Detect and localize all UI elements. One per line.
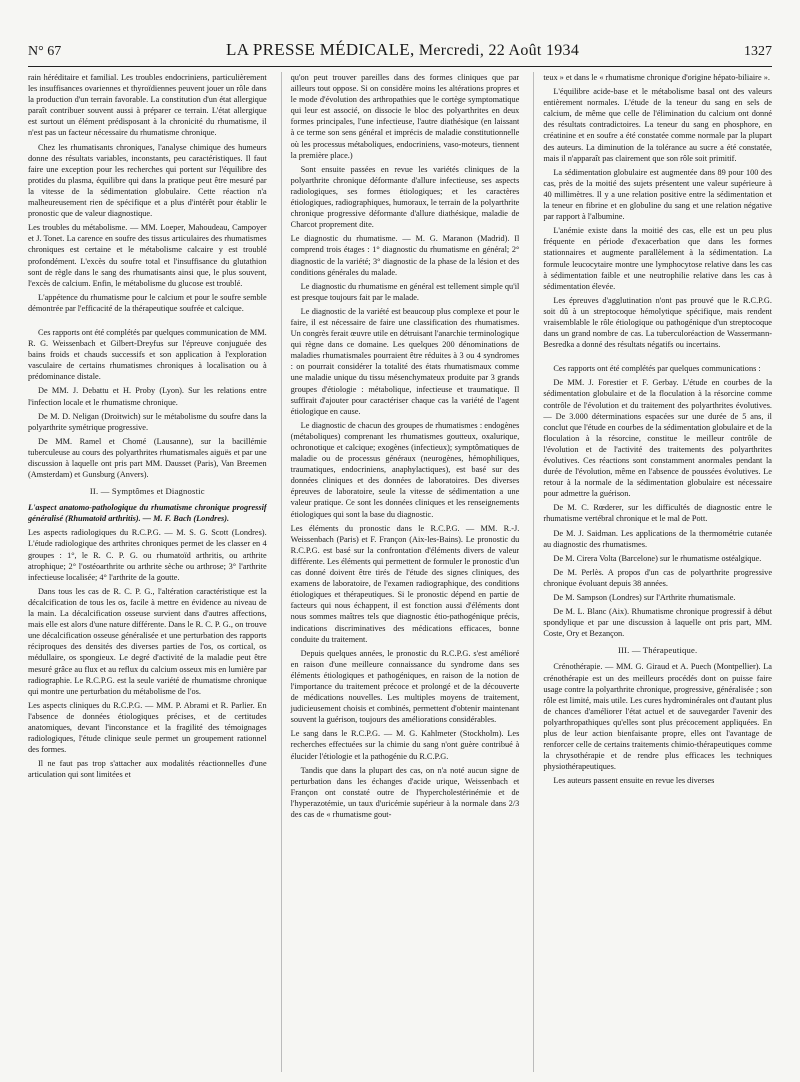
paragraph: L'appétence du rhumatisme pour le calcium et pour le soufre semble démontrée par l'efficacité de la thérapeutique soufrée et calcique. <box>28 292 267 313</box>
masthead-center <box>226 40 579 60</box>
paragraph: Le diagnostic de chacun des groupes de rhumatismes : endogènes (métaboliques) comprenant les rhumatismes goutteux, oxalurique, ochronotique et calcique; exogènes (infectieux); symptômatiques de maladie ou de processus généraux (neurogènes, hémophiliques, traumatiques, endocriniens, anaphylactiques), est basé sur des données cliniques et des données de laboratoires. Des diverses épreuves de laboratoire, seule la vitesse de sédimentation a une valeur pratique. Ce sont les données cliniques et les renseignements étiologiques qui sont la base du diagnostic. <box>290 420 520 519</box>
paragraph: L'anémie existe dans la moitié des cas, elle est un peu plus fréquente en période d'exacerbation que dans les formes stationnaires et augmente parallèlement à la sédimentation. La formule leucocytaire montre une lymphocytose relative dans les cas à sédimentation faible et une neutrophilie relative dans les cas à sédimentation élevée. <box>543 226 772 291</box>
paragraph: Sont ensuite passées en revue les variétés cliniques de la polyarthrite chronique déformante d'allure infectieuse, ses aspects radiologiques, ses formes étiologiques; et les caractères étiologiques, radiographiques, humoraux, le terrain de la polyarthrite chronique progressive déformante d'allure diathésique, maladie de Charcot proprement dite. <box>290 164 520 230</box>
paragraph: Le sang dans le R.C.P.G. — M. G. Kahlmeter (Stockholm). Les recherches effectuées sur la chimie du sang n'ont guère contribué à élucider l'étiologie et la pathogénie du R.C.P.G. <box>290 729 520 761</box>
paragraph: De M. Cirera Volta (Barcelone) sur le rhumatisme ostéalgique. <box>553 553 762 563</box>
paragraph: De MM. J. Forestier et F. Gerbay. L'étude en courbes de la sédimentation globulaire et de la floculation à la résorcine comme contrôle de l'évolution et du traitement des polyarthrites évolutives. — De 3.000 déterminations espacées sur une durée de 5 ans, il conclut que l'étude en courbes de la sédimentation globulaire et de la floculation à la résorcine, constitue le meilleur contrôle de l'évolution et de l'activité des traitements des polyarthrites évolutives. Ces réactions sont constamment anormales pendant la durée de l'évolution, même en l'absence de poussées évolutives. Le retour à la normale de la sédimentation globulaire est nécessaire pour admettre la guérison. <box>543 378 772 499</box>
paragraph: qu'on peut trouver pareilles dans des formes cliniques que par ailleurs tout oppose. Si on considère moins les altérations propres et le mode d'évolution des arthropathies que le cortège symptomatique qui leur est associé, on dissocie le bloc des polyarthrites en deux formes principales, l'une infectieuse, l'autre diathésique (en laissant à ce terme son sens général et imprécis de maladie constitutionnelle où les processus métaboliques, endocriniens, vaso-moteurs, tiennent la première place.) <box>290 73 520 160</box>
paragraph: rain héréditaire et familial. Les troubles endocriniens, particulièrement les insuffisances ovariennes et thyroïdiennes peuvent jouer un rôle dans la production d'un terrain favorable. La constitution d'un état allergique paraît contribuer souvent aussi à préparer ce terrain. L'état allergique est surtout un élément prédisposant à la chronicité du rhumatisme, il n'est pas un facteur nécessaire du rhumatisme chronique. <box>28 73 267 138</box>
section-heading: II. — Symptômes et Diagnostic <box>89 486 205 497</box>
paragraph: Les épreuves d'agglutination n'ont pas prouvé que le R.C.P.G. soit dû à un streptocoque hémolytique spécifique, mais rendent vraisemblable le rôle étiologique ou pathogénique d'un streptocoque dans un grand nombre de cas. La tuberculoréaction de Wassermann-Besredka a donné des résultats négatifs ou incertains. <box>543 295 772 350</box>
section-heading: III. — Thérapeutique. <box>617 645 698 656</box>
issue-number: N° 67 <box>28 44 62 59</box>
paragraph: De M. Perlès. A propos d'un cas de polyarthrite progressive chronique évoluant depuis 38 années. <box>543 567 772 588</box>
paragraph: Le diagnostic du rhumatisme. — M. G. Maranon (Madrid). Il comprend trois étages : 1° diagnostic du rhumatisme en général; 2° diagnostic de la variété; 3° diagnostic de la phase de la lésion et des conditions générales du malade. <box>290 234 520 277</box>
paragraph: De M. J. Saidman. Les applications de la thermométrie cutanée au diagnostic des rhumatismes. <box>543 528 772 549</box>
paragraph: De M. C. Rœderer, sur les difficultés de diagnostic entre le rhumatisme vertébral chronique et le mal de Pott. <box>543 503 772 524</box>
paragraph: Le diagnostic du rhumatisme en général est tellement simple qu'il est presque toujours fait par le malade. <box>290 281 520 302</box>
paragraph: De M. Sampson (Londres) sur l'Arthrite rhumatismale. <box>553 593 736 603</box>
column-3 <box>533 72 772 1072</box>
column-1 <box>28 72 267 1072</box>
paragraph: Les aspects radiologiques du R.C.P.G. — M. S. G. Scott (Londres). L'étude radiologique des arthrites chroniques permet de les classer en 4 groupes : 1°, le R. C. P. G. ou rhumatoïd arthritis, ou arthrite atrophique; 2° l'ostéoarthrite ou arthrite sèche ou arthrose; 3° l'arthrite infectieuse localisée; 4° l'arthrite de la goutte. <box>28 528 267 582</box>
paragraph: Les aspects cliniques du R.C.P.G. — MM. P. Abrami et R. Parlier. En l'absence de données étiologiques précises, et de certitudes anatomiques, devant l'inconstance et la fragilité des témoignages radiologiques, l'étude clinique seule permet un groupement rationnel des formes. <box>28 700 267 755</box>
paragraph: De MM. Ramel et Chomé (Lausanne), sur la bacillémie tuberculeuse au cours des polyarthrites rhumatismales aiguës et par une discussion à laquelle ont pris part MM. Dausset (Paris), Van Breemen (Amsterdam) et Gunsburg (Anvers). <box>28 436 267 480</box>
paragraph: La sédimentation globulaire est augmentée dans 89 pour 100 des cas, près de la moitié des sujets présentent une valeur supérieure à 40 millimètres. Il y a une relation positive entre la sédimentation et la teneur en fibrine et en globuline du sang et une relation négative par rapport à l'albumine. <box>543 167 772 222</box>
text-columns <box>28 72 772 1072</box>
masthead <box>28 40 772 67</box>
paragraph: L'aspect anatomo-pathologique du rhumatisme chronique progressif généralisé (Rhumatoïd arthritis). — M. F. Bach (Londres). <box>28 503 267 524</box>
paragraph: teux » et dans le « rhumatisme chronique d'origine hépato-biliaire ». <box>543 73 770 82</box>
paragraph: Les auteurs passent ensuite en revue les diverses <box>553 776 715 786</box>
paragraph: Depuis quelques années, le pronostic du R.C.P.G. s'est amélioré en raison d'une meilleure connaissance du syndrome dans ses éléments étiologiques et pathogéniques, en raison de la notion de l'importance du traitement précoce et prolongé et de la découverte de médications nouvelles. Les multiples moyens de traitement, judicieusement choisis et combinés, permettent d'obtenir maintenant souvent la guérison, toujours des améliorations considérables. <box>290 648 520 725</box>
paragraph: Dans tous les cas de R. C. P. G., l'altération caractéristique est la décalcification de tous les os, facile à mettre en évidence au niveau de la main. La décalcification osseuse survient dans d'autres affections, mais elle est alors d'une nature différente. Dans le R. C. P. G., on trouve une décalcification osseuse généralisée et une perturbation des rapports réciproques des densités des diverses parties de l'os, os cortical, os médullaire, os spongieux. Le degré d'activité de la maladie peut être mesuré grâce au flux et au reflux du calcium osseux mis en lumière par radiographie. Le R.C.P.G. est la seule variété de rhumatisme chronique qui montre une perturbation du métabolisme de l'os. <box>28 586 267 696</box>
paragraph: Tandis que dans la plupart des cas, on n'a noté aucun signe de perturbation dans les échanges d'acide urique, Weissenbach et Françon ont constaté outre de l'hypercholestérinémie et de l'hyperazotémie, un taux d'uricémie supérieur à la normale dans 2/3 des cas de « rhumatisme gout- <box>290 765 520 819</box>
spacer <box>543 353 772 363</box>
column-2 <box>281 72 520 1072</box>
paragraph: De M. L. Blanc (Aix). Rhumatisme chronique progressif à début spondylique et par une discussion à laquelle ont pris part, MM. Coste, Ory et Bezançon. <box>543 607 772 639</box>
paragraph: Ces rapports ont été complétés par quelques communication de MM. R. G. Weissenbach et Gilbert-Dreyfus sur l'épreuve conjuguée des bains froids et chauds successifs et son application à l'exploration vasculaire de certains rhumatismes chroniques à localisation ou à prédominance distale. <box>28 327 267 382</box>
journal-title: LA PRESSE MÉDICALE, <box>226 40 415 59</box>
paragraph: Chez les rhumatisants chroniques, l'analyse chimique des humeurs donne des résultats variables, inconstants, peu caractéristiques. Il faut faire une exception pour les recherches qui portent sur l'équilibre des protides du plasma, équilibre qui dans la pratique peut être mesuré par la vitesse de la sédimentation globulaire. Cette réaction n'a malheureusement rien de spécifique et a plus d'intérêt pour établir le pronostic que de valeur diagnostique. <box>28 142 267 219</box>
issue-date: Mercredi, 22 Août 1934 <box>418 42 580 59</box>
paragraph: De MM. J. Debattu et H. Proby (Lyon). Sur les relations entre l'infection locale et le rhumatisme chronique. <box>28 386 267 407</box>
paragraph: L'équilibre acide-base et le métabolisme basal ont des valeurs entièrement normales. L'étude de la teneur du sang en sels de calcium, de même que celle de l'élimination du calcium ont donné des résultats contradictoires. La teneur du sang en phosphore, en créatinine et en soufre a été constatée comme normale par la plupart des auteurs. La diminution de la tolérance au sucre a été constatée, mais il n'apparaît pas clairement que son rôle soit primitif. <box>543 87 772 163</box>
paragraph: Le diagnostic de la variété est beaucoup plus complexe et pour le faire, il est nécessaire de faire une classification des rhumatismes. Un congrès ferait œuvre utile en détruisant l'anarchie terminologique qui règne dans ce domaine. Les quelques 200 dénominations de maladies rhumatismales pourraient être réduites à 3 ou 4 syndromes : on pourrait considérer la totalité des états rhumatismaux comme une maladie unique du tissu mésenchymateux produite par 3 grands groupes d'étiologie : métabolique, infectieuse et traumatique. Il suffirait d'ajouter pour caractériser chaque cas la variété de l'agent étiologique en cause. <box>290 306 520 416</box>
paragraph: De M. D. Neligan (Droitwich) sur le métabolisme du soufre dans la polyarthrite symétrique progressive. <box>28 411 267 432</box>
paragraph: Les troubles du métabolisme. — MM. Loeper, Mahoudeau, Campoyer et J. Tonet. La carence en soufre des tissus articulaires des rhumatismes chroniques est certaine et le métabolisme calcaire y est troublé profondément. L'excès du soufre total et l'insuffisance du glutathion sont de règle dans le sang des rhumatisants ainsi que, le plus souvent, l'excès de calcium. Enfin, le métabolisme du glucose est troublé. <box>28 223 267 288</box>
paragraph: Ces rapports ont été complétés par quelques communications : <box>553 364 761 374</box>
paragraph: Il ne faut pas trop s'attacher aux modalités réactionnelles d'une articulation qui sont limitées et <box>28 759 267 780</box>
paragraph: Les éléments du pronostic dans le R.C.P.G. — MM. R.-J. Weissenbach (Paris) et F. Françon (Aix-les-Bains). Le pronostic du R.C.P.G. est basé sur la confrontation d'éléments divers de valeur différente. Les éléments qui permettent de formuler le pronostic d'un cas donné doivent être tirés de l'étude des signes cliniques, des examens de laboratoire, de l'examen radiographique, des conditions étiologiques et thérapeutiques. Si le pronostic dépend en partie de facteurs qui nous échappent, il est fonction aussi d'éléments dont nous sommes maîtres tels que diagnostic étio-pathogénique précis, indications discriminatives des médications efficaces, bonne conduite du traitement. <box>290 523 520 644</box>
paragraph: Crénothérapie. — MM. G. Giraud et A. Puech (Montpellier). La crénothérapie est un des meilleurs procédés dont on puisse faire usage contre la polyarthrite chronique, progressive, généralisée ; son rôle est limité, mais utile. Les cures hydrominérales ont d'autant plus de chances d'améliorer l'état actuel et de sauvegarder l'avenir des polyarthropathiques qu'elles sont plus précocement appliquées. En plus de leur action bienfaisante propre, elles ont l'avantage de renforcer celle de certains traitements chimio-thérapeutiques comme la chrysothérapie et de rendre plus efficaces les techniques physiothérapeutiques. <box>543 662 772 772</box>
page-number: 1327 <box>743 44 772 59</box>
spacer <box>28 317 267 327</box>
